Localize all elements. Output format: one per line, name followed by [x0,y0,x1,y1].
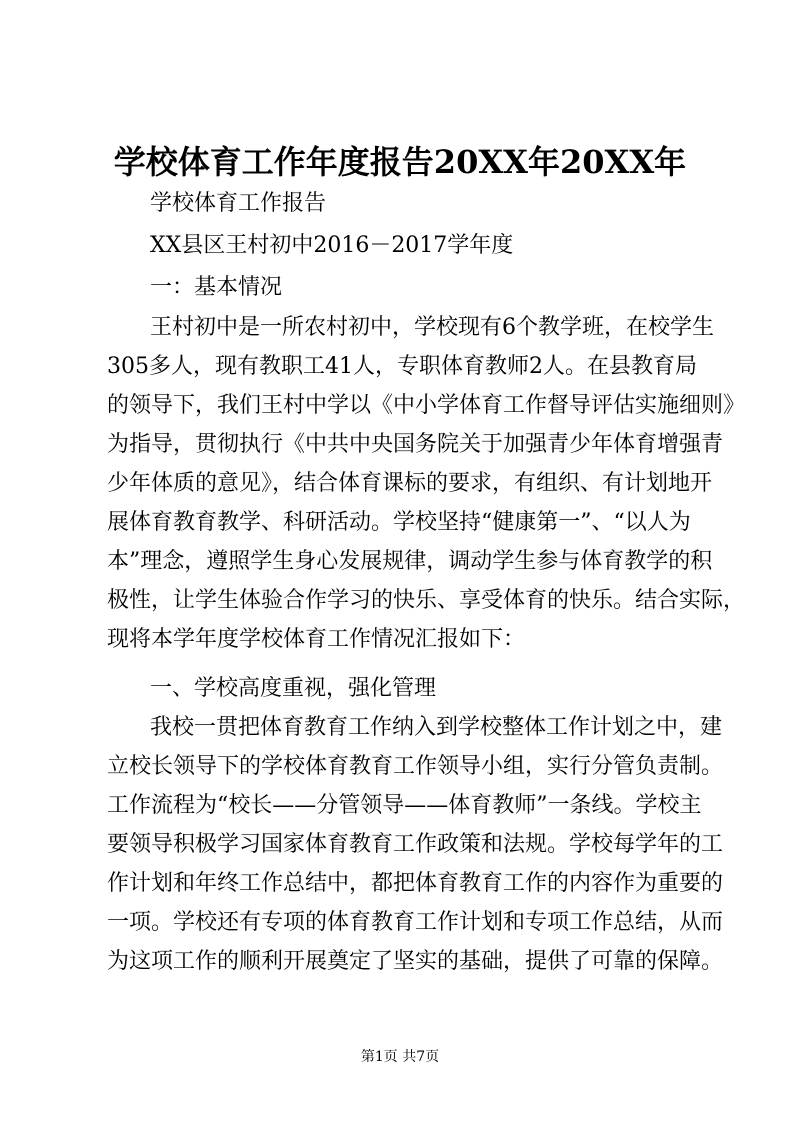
paragraph-line: 要领导积极学习国家体育教育工作政策和法规。学校每学年的工 [107,832,724,857]
paragraph-line: 我校一贯把体育教育工作纳入到学校整体工作计划之中，建 [150,715,723,740]
paragraph-line: 一项。学校还有专项的体育教育工作计划和专项工作总结，从而 [107,910,724,935]
paragraph-line: 的领导下，我们王村中学以《中小学体育工作督导评估实施细则》 [107,393,746,418]
section-heading-basic: 一：基本情况 [150,275,283,300]
paragraph-line: 王村初中是一所农村初中，学校现有6个教学班，在校学生 [150,315,714,340]
paragraph-line: 作计划和年终工作总结中，都把体育教育工作的内容作为重要的 [107,871,724,896]
paragraph-line: 本”理念，遵照学生身心发展规律，调动学生参与体育教学的积 [107,549,713,574]
paragraph-line: 工作流程为“校长——分管领导——体育教师”一条线。学校主 [107,793,702,818]
paragraph-line: 现将本学年度学校体育工作情况汇报如下： [107,627,526,652]
document-title: 学校体育工作年度报告20XX年20XX年 [113,143,687,181]
page-footer: 第1页 共7页 [360,1049,440,1065]
paragraph-line: 为这项工作的顺利开展奠定了坚实的基础，提供了可靠的保障。 [107,949,724,974]
paragraph-line: 为指导，贯彻执行《中共中央国务院关于加强青少年体育增强青 [107,432,724,457]
report-subtitle: 学校体育工作报告 [150,191,327,216]
paragraph-line: 少年体质的意见》，结合体育课标的要求，有组织、有计划地开 [107,471,713,496]
paragraph-line: 立校长领导下的学校体育教育工作领导小组，实行分管负责制。 [107,754,724,779]
school-year-line: XX县区王村初中2016－2017学年度 [150,233,514,258]
paragraph-line: 305多人，现有教职工41人，专职体育教师2人。在县教育局 [107,354,697,379]
paragraph-line: 极性，让学生体验合作学习的快乐、享受体育的快乐。结合实际， [107,588,746,613]
section-heading-management: 一、学校高度重视，强化管理 [150,676,437,701]
paragraph-line: 展体育教育教学、科研活动。学校坚持“健康第一”、“以人为 [107,510,691,535]
